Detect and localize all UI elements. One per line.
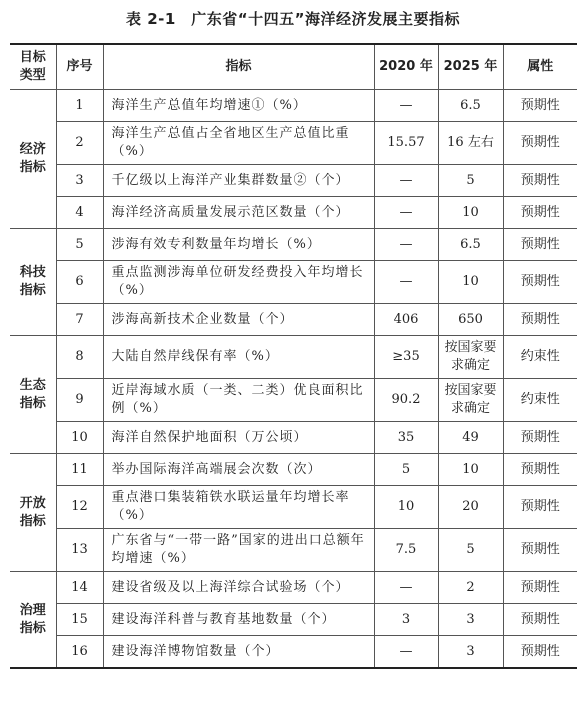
header-no: 序号 xyxy=(56,44,103,90)
value-2025: 49 xyxy=(438,422,503,454)
category-economy: 经济指标 xyxy=(10,90,56,229)
table-row xyxy=(10,379,577,422)
value-2025: 3 xyxy=(438,604,503,636)
indicator-cell: 涉海有效专利数量年均增长（%） xyxy=(103,229,374,261)
category-openness: 开放指标 xyxy=(10,454,56,572)
value-2025: 2 xyxy=(438,572,503,604)
table-row xyxy=(10,304,577,336)
value-2025: 6.5 xyxy=(438,229,503,261)
indicator-cell: 涉海高新技术企业数量（个） xyxy=(103,304,374,336)
attribute-cell: 预期性 xyxy=(503,572,577,604)
attribute-cell: 预期性 xyxy=(503,122,577,165)
indicator-cell: 举办国际海洋高端展会次数（次） xyxy=(103,454,374,486)
value-2020: 7.5 xyxy=(374,529,438,572)
row-number: 5 xyxy=(56,229,103,261)
value-2025: 按国家要求确定 xyxy=(438,336,503,379)
table-row xyxy=(10,454,577,486)
value-2020: 5 xyxy=(374,454,438,486)
attribute-cell: 预期性 xyxy=(503,165,577,197)
value-2020: — xyxy=(374,261,438,304)
value-2025: 650 xyxy=(438,304,503,336)
row-number: 6 xyxy=(56,261,103,304)
row-number: 4 xyxy=(56,197,103,229)
indicator-cell: 建设海洋博物馆数量（个） xyxy=(103,636,374,669)
indicator-cell: 建设省级及以上海洋综合试验场（个） xyxy=(103,572,374,604)
table-row xyxy=(10,529,577,572)
table-row xyxy=(10,122,577,165)
value-2025: 20 xyxy=(438,486,503,529)
attribute-cell: 约束性 xyxy=(503,379,577,422)
row-number: 11 xyxy=(56,454,103,486)
table-row xyxy=(10,90,577,122)
indicator-cell: 近岸海域水质（一类、二类）优良面积比例（%） xyxy=(103,379,374,422)
table-row xyxy=(10,604,577,636)
table-row xyxy=(10,261,577,304)
row-number: 9 xyxy=(56,379,103,422)
value-2020: 3 xyxy=(374,604,438,636)
value-2025: 按国家要求确定 xyxy=(438,379,503,422)
indicator-cell: 广东省与“一带一路”国家的进出口总额年均增速（%） xyxy=(103,529,374,572)
attribute-cell: 预期性 xyxy=(503,261,577,304)
value-2025: 5 xyxy=(438,165,503,197)
table-title: 表 2-1 广东省“十四五”海洋经济发展主要指标 xyxy=(125,10,461,28)
value-2025: 10 xyxy=(438,261,503,304)
attribute-cell: 预期性 xyxy=(503,90,577,122)
table-row xyxy=(10,197,577,229)
header-2020: 2020 年 xyxy=(374,44,438,90)
header-attr: 属性 xyxy=(503,44,577,90)
table-row xyxy=(10,165,577,197)
category-governance: 治理指标 xyxy=(10,572,56,669)
attribute-cell: 预期性 xyxy=(503,454,577,486)
category-technology: 科技指标 xyxy=(10,229,56,336)
indicator-cell: 海洋自然保护地面积（万公顷） xyxy=(103,422,374,454)
value-2020: — xyxy=(374,197,438,229)
table-header-row xyxy=(10,44,577,90)
value-2020: — xyxy=(374,229,438,261)
row-number: 1 xyxy=(56,90,103,122)
row-number: 8 xyxy=(56,336,103,379)
indicator-cell: 大陆自然岸线保有率（%） xyxy=(103,336,374,379)
value-2020: 35 xyxy=(374,422,438,454)
row-number: 7 xyxy=(56,304,103,336)
attribute-cell: 预期性 xyxy=(503,197,577,229)
table-row xyxy=(10,486,577,529)
table-row xyxy=(10,229,577,261)
value-2020: — xyxy=(374,90,438,122)
indicator-cell: 千亿级以上海洋产业集群数量②（个） xyxy=(103,165,374,197)
indicator-cell: 建设海洋科普与教育基地数量（个） xyxy=(103,604,374,636)
table-row xyxy=(10,572,577,604)
attribute-cell: 预期性 xyxy=(503,229,577,261)
attribute-cell: 预期性 xyxy=(503,486,577,529)
attribute-cell: 预期性 xyxy=(503,636,577,669)
attribute-cell: 预期性 xyxy=(503,529,577,572)
row-number: 13 xyxy=(56,529,103,572)
attribute-cell: 预期性 xyxy=(503,422,577,454)
value-2020: 90.2 xyxy=(374,379,438,422)
indicator-cell: 重点监测涉海单位研发经费投入年均增长（%） xyxy=(103,261,374,304)
table-row xyxy=(10,422,577,454)
value-2025: 10 xyxy=(438,454,503,486)
row-number: 3 xyxy=(56,165,103,197)
category-ecology: 生态指标 xyxy=(10,336,56,454)
row-number: 14 xyxy=(56,572,103,604)
value-2020: 406 xyxy=(374,304,438,336)
row-number: 2 xyxy=(56,122,103,165)
attribute-cell: 预期性 xyxy=(503,604,577,636)
indicator-cell: 海洋经济高质量发展示范区数量（个） xyxy=(103,197,374,229)
row-number: 15 xyxy=(56,604,103,636)
value-2020: 10 xyxy=(374,486,438,529)
table-row xyxy=(10,636,577,669)
row-number: 10 xyxy=(56,422,103,454)
value-2025: 3 xyxy=(438,636,503,669)
table-row xyxy=(10,336,577,379)
indicators-table xyxy=(10,43,577,669)
value-2020: — xyxy=(374,636,438,669)
header-2025: 2025 年 xyxy=(438,44,503,90)
value-2025: 10 xyxy=(438,197,503,229)
row-number: 12 xyxy=(56,486,103,529)
indicator-cell: 重点港口集装箱铁水联运量年均增长率（%） xyxy=(103,486,374,529)
value-2020: — xyxy=(374,165,438,197)
indicator-cell: 海洋生产总值年均增速①（%） xyxy=(103,90,374,122)
value-2020: — xyxy=(374,572,438,604)
indicator-cell: 海洋生产总值占全省地区生产总值比重（%） xyxy=(103,122,374,165)
attribute-cell: 预期性 xyxy=(503,304,577,336)
value-2020: 15.57 xyxy=(374,122,438,165)
row-number: 16 xyxy=(56,636,103,669)
attribute-cell: 约束性 xyxy=(503,336,577,379)
value-2025: 5 xyxy=(438,529,503,572)
header-type: 目标类型 xyxy=(10,44,56,90)
value-2025: 16 左右 xyxy=(438,122,503,165)
header-indicator: 指标 xyxy=(103,44,374,90)
value-2025: 6.5 xyxy=(438,90,503,122)
value-2020: ≥35 xyxy=(374,336,438,379)
